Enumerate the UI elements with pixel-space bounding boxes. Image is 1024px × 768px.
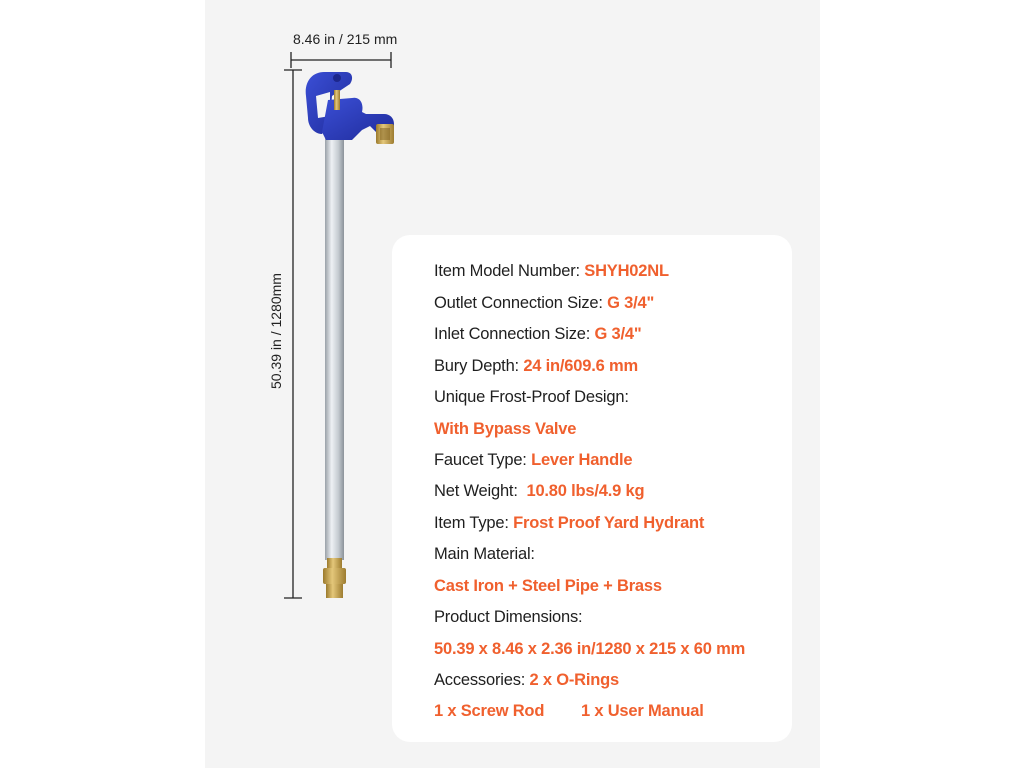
spec-inlet xyxy=(434,325,641,344)
spec-faucet xyxy=(434,451,632,470)
spec-value: G 3/4" xyxy=(607,294,655,312)
spec-label: Bury Depth: xyxy=(434,357,524,375)
spec-item-type xyxy=(434,514,704,533)
spec-label: Item Type: xyxy=(434,514,514,532)
spec-material-value: Cast Iron + Steel Pipe + Brass xyxy=(434,577,662,595)
spec-label: Item Model Number: xyxy=(434,262,585,280)
spec-extra-screw-rod: 1 x Screw Rod xyxy=(434,702,545,720)
spec-design-value: With Bypass Valve xyxy=(434,420,577,438)
spec-label: Faucet Type: xyxy=(434,451,532,469)
spec-model xyxy=(434,262,669,281)
spec-label: Outlet Connection Size: xyxy=(434,294,608,312)
spec-value: 24 in/609.6 mm xyxy=(523,357,638,375)
spec-value: SHYH02NL xyxy=(584,262,669,280)
spec-value: G 3/4" xyxy=(594,325,642,343)
spec-label: Inlet Connection Size: xyxy=(434,325,595,343)
width-dimension-label: 8.46 in / 215 mm xyxy=(293,31,398,47)
spec-bury-depth xyxy=(434,357,638,376)
spec-outlet xyxy=(434,294,654,313)
spec-value: 2 x O-Rings xyxy=(529,671,620,689)
spec-dimensions-value: 50.39 x 8.46 x 2.36 in/1280 x 215 x 60 mm xyxy=(434,640,746,658)
spec-label: Net Weight: xyxy=(434,482,527,500)
height-dimension-label: 50.39 in / 1280mm xyxy=(268,273,284,389)
spec-accessories xyxy=(434,671,619,690)
spec-material-label: Main Material: xyxy=(434,545,535,563)
brass-inlet xyxy=(323,558,346,598)
spec-label: Accessories: xyxy=(434,671,530,689)
height-dimension-line xyxy=(284,70,302,598)
spec-extra-user-manual: 1 x User Manual xyxy=(581,702,704,720)
spec-value: Lever Handle xyxy=(531,451,633,469)
spec-design-label: Unique Frost-Proof Design: xyxy=(434,388,629,406)
hydrant-head xyxy=(306,72,394,144)
steel-pipe xyxy=(325,128,344,560)
spec-dimensions-label: Product Dimensions: xyxy=(434,608,583,626)
spec-weight xyxy=(434,482,644,501)
spec-value: 10.80 lbs/4.9 kg xyxy=(526,482,645,500)
spec-value: Frost Proof Yard Hydrant xyxy=(513,514,705,532)
width-dimension-line xyxy=(291,52,391,68)
